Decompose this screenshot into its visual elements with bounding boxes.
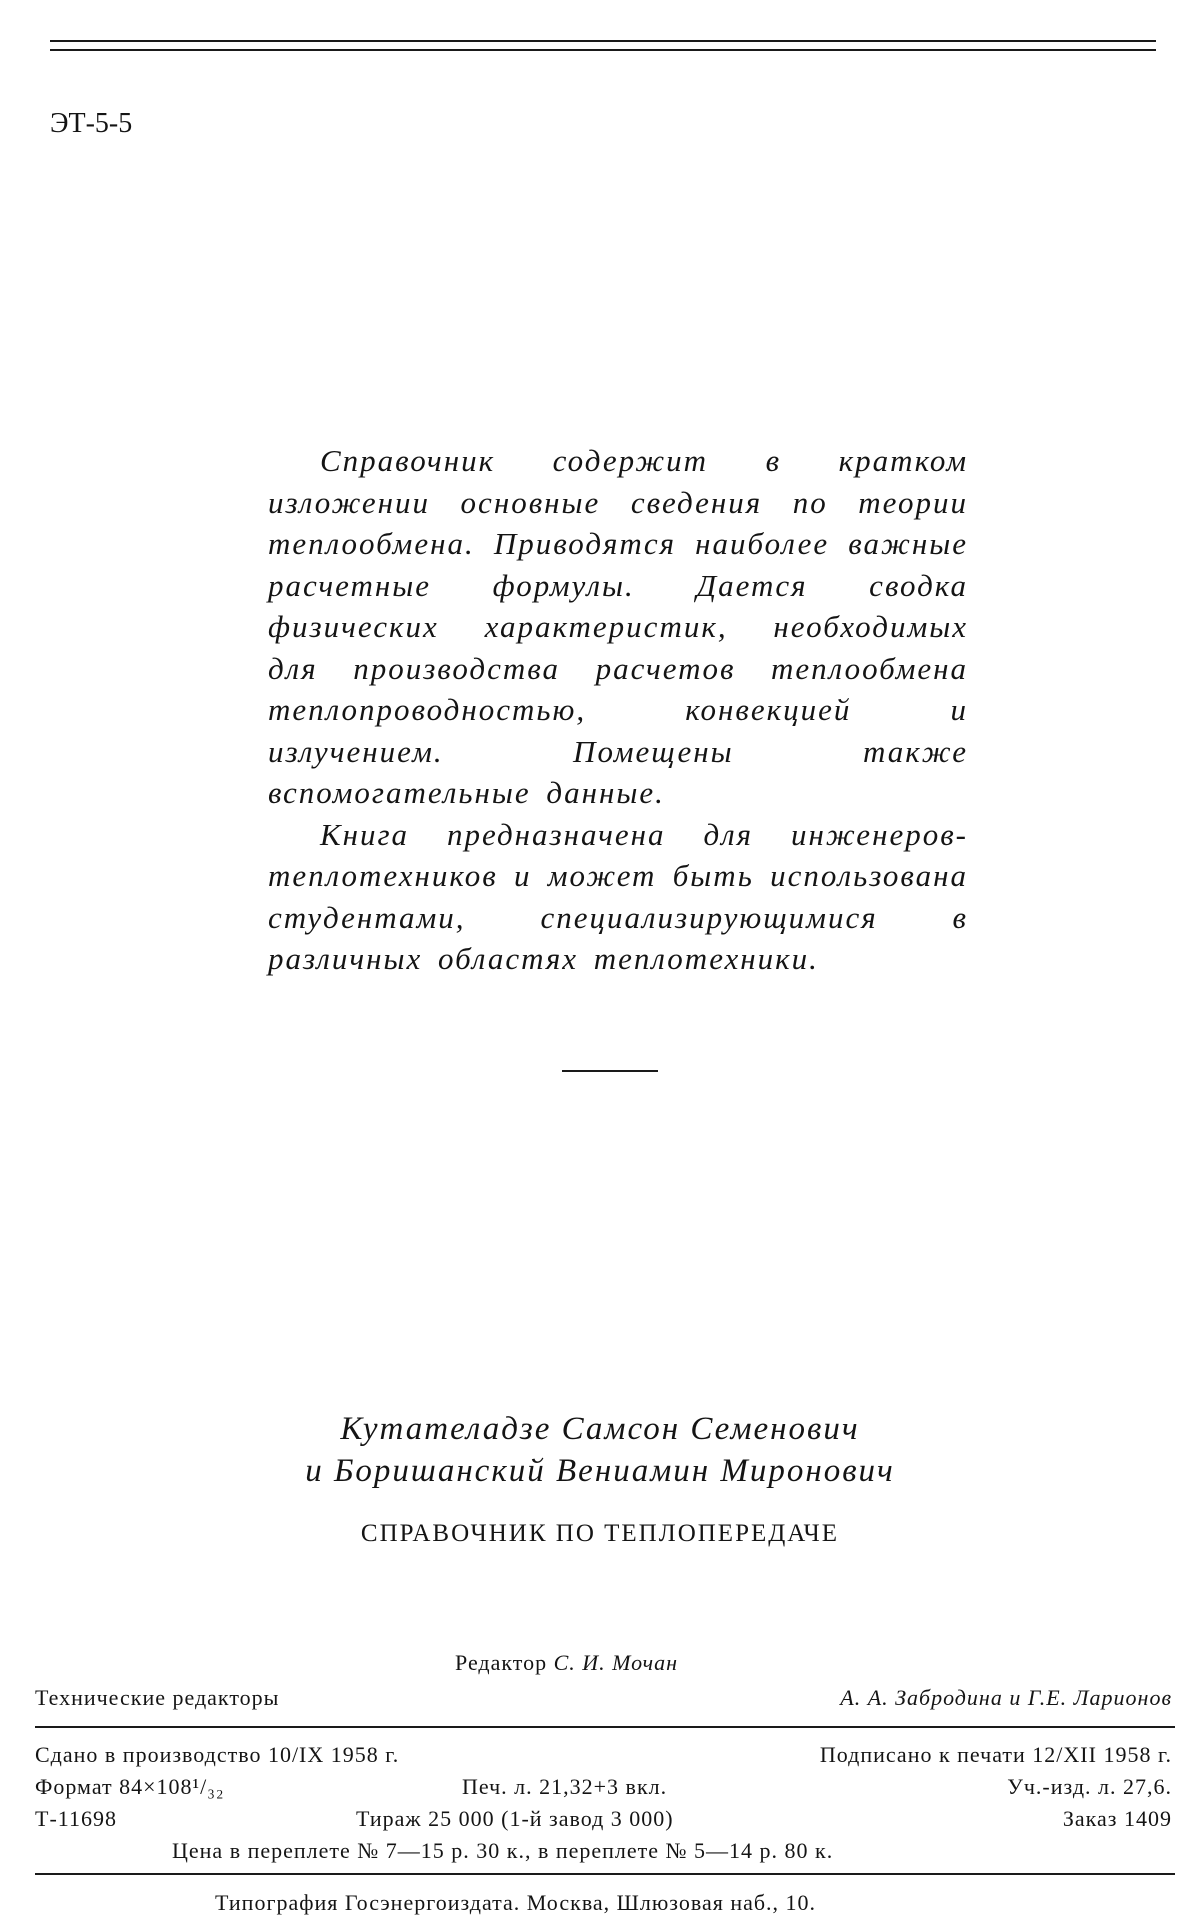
top-rule-lower [50,49,1156,51]
format: Формат 84×108¹/₃₂ [35,1774,225,1799]
catalog-number: Т-11698 [35,1806,117,1831]
submitted-date: Сдано в производство 10/IX 1958 г. [35,1742,400,1767]
abstract-paragraph-2: Книга предназначена для инженеров-теплотехников и может быть использована студентами, специализирующимися в различных областях теплотехники. [268,816,968,976]
editor-line [455,1650,678,1676]
abstract-paragraph-1: Справочник содержит в кратком изложении основные сведения по теории теплообмена. Приводятся наиболее важные расчетные формулы. Дается сводка физических характеристик, необходимых для производства расчетов теплообмена теплопроводностью, конвекцией и излучением. Помещены также вспомогательные данные. [268,443,968,810]
editor-name: С. И. Мочан [553,1650,679,1675]
price: Цена в переплете № 7—15 р. 30 к., в переплете № 5—14 р. 80 к. [172,1838,834,1863]
tech-editors-names: А. А. Забродина и Г.Е. Ларионов [840,1685,1172,1710]
top-rule-upper [50,40,1156,42]
catalog-code: ЭТ-5-5 [50,108,133,139]
printer: Типография Госэнергоиздата. Москва, Шлюзовая наб., 10. [215,1890,817,1915]
imprint-rule-bottom [35,1873,1175,1875]
order-number: Заказ 1409 [1062,1806,1172,1831]
print-sheets: Печ. л. 21,32+3 вкл. [462,1774,668,1799]
section-divider [562,1070,658,1072]
signed-date: Подписано к печати 12/XII 1958 г. [819,1742,1172,1767]
editor-label: Редактор [455,1650,548,1675]
imprint-rule-top [35,1726,1175,1728]
publisher-sheets: Уч.-изд. л. 27,6. [1007,1774,1172,1799]
abstract [268,440,968,980]
authors [0,1408,1200,1492]
author-2: и Боришанский Вениамин Миронович [305,1453,895,1489]
book-title: СПРАВОЧНИК ПО ТЕПЛОПЕРЕДАЧЕ [360,1520,840,1547]
tech-editors-label: Технические редакторы [35,1685,280,1710]
author-1: Кутателадзе Самсон Семенович [340,1411,860,1447]
print-run: Тираж 25 000 (1-й завод 3 000) [356,1806,674,1831]
